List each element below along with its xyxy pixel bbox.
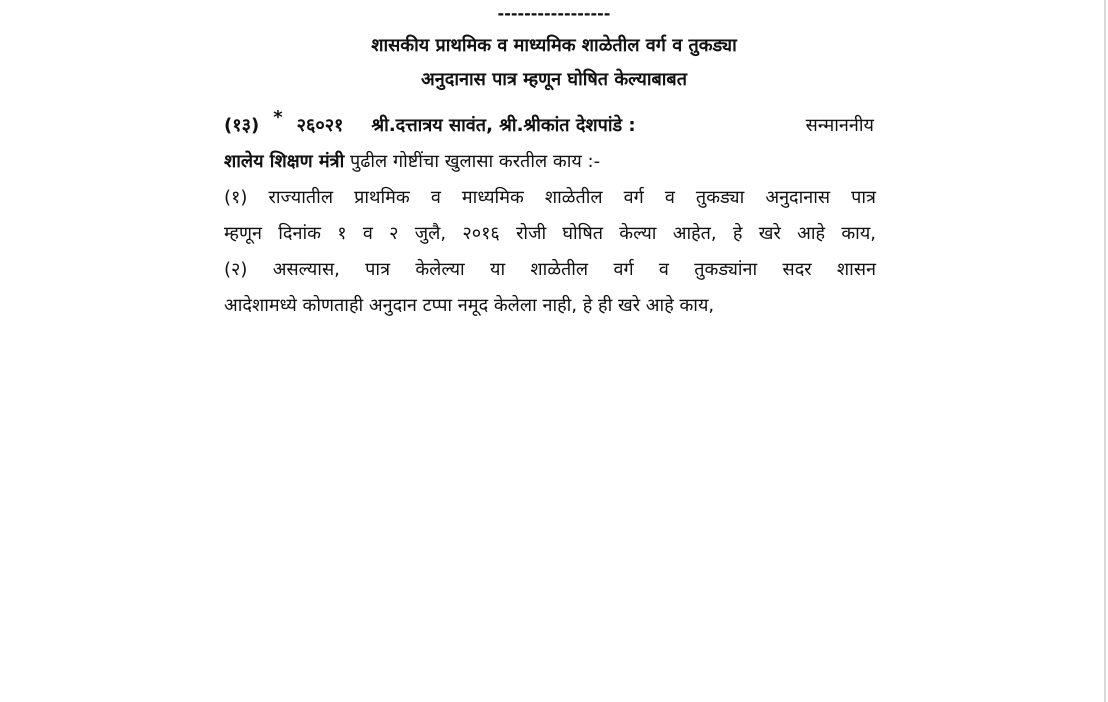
question-block [224,108,876,324]
question-header-line [224,108,876,144]
question-id: २६०२१ [296,115,344,136]
intro-text: पुढील गोष्टींचा खुलासा करतील काय :- [350,151,601,172]
item-1-line-2: म्हणून दिनांक १ व २ जुलै, २०१६ रोजी घोषित केल्या आहेत, हे खरे आहे काय, [224,223,876,244]
question-intro-line [224,144,876,180]
title-line-1: शासकीय प्राथमिक व माध्यमिक शाळेतील वर्ग व तुकड्या [371,35,737,56]
separator-line: ----------------- [497,4,611,23]
minister-title: शालेय शिक्षण मंत्री [224,151,345,172]
title-line-2: अनुदानास पात्र म्हणून घोषित केल्याबाबत [421,69,687,90]
question-members: श्री.दत्तात्रय सावंत, श्री.श्रीकांत देशपांडे : [371,115,636,136]
question-number: (१३) [224,115,260,136]
item-2-line-2: आदेशामध्ये कोणताही अनुदान टप्पा नमूद केलेला नाही, हे ही खरे आहे काय, [224,295,715,316]
starred-marker: * [273,107,283,128]
item-2-line-1: (२) असल्यास, पात्र केलेल्या या शाळेतील वर्ग व तुकड्यांना सदर शासन [224,259,876,280]
honorific-text: सन्माननीय [805,115,874,136]
item-1-line-1: (१) राज्यातील प्राथमिक व माध्यमिक शाळेतील वर्ग व तुकड्या अनुदानास पात्र [224,187,876,208]
